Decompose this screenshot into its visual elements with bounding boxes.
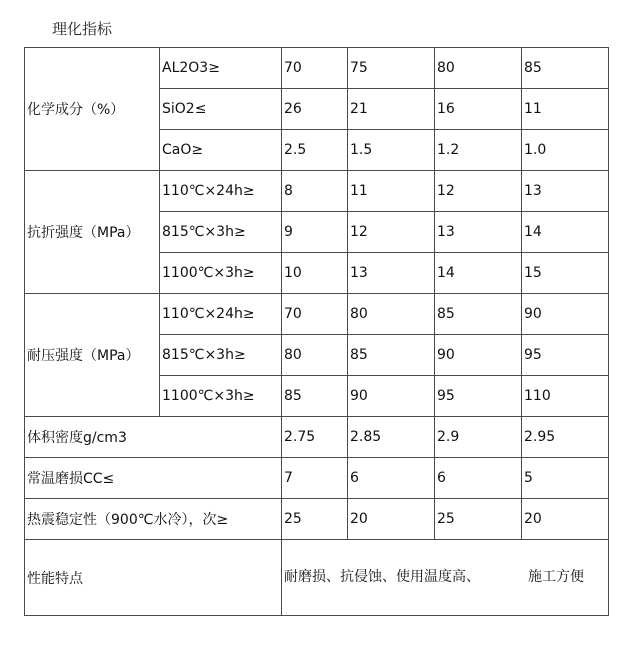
value-cell: 85 <box>435 294 522 335</box>
value-cell: 90 <box>522 294 609 335</box>
value-cell: 110 <box>522 376 609 417</box>
param-cell: 1100℃×3h≥ <box>160 376 282 417</box>
value-cell: 11 <box>348 171 435 212</box>
value-cell: 8 <box>282 171 348 212</box>
value-cell: 13 <box>435 212 522 253</box>
table-title: 理化指标 <box>52 20 113 38</box>
value-cell: 1.5 <box>348 130 435 171</box>
row-label-features: 性能特点 <box>25 540 282 616</box>
value-cell: 9 <box>282 212 348 253</box>
table-row <box>25 294 609 335</box>
value-cell: 2.85 <box>348 417 435 458</box>
value-cell: 14 <box>435 253 522 294</box>
table-row <box>25 540 609 616</box>
param-cell: SiO2≤ <box>160 89 282 130</box>
param-cell: 110℃×24h≥ <box>160 171 282 212</box>
value-cell: 75 <box>348 48 435 89</box>
value-cell: 25 <box>435 499 522 540</box>
value-cell: 80 <box>435 48 522 89</box>
value-cell: 12 <box>435 171 522 212</box>
value-cell: 90 <box>348 376 435 417</box>
spec-table <box>24 47 609 616</box>
table-row <box>25 48 609 89</box>
value-cell: 95 <box>435 376 522 417</box>
features-text <box>284 563 602 592</box>
features-text-part2: 施工方便 <box>528 569 584 585</box>
value-cell: 80 <box>348 294 435 335</box>
value-cell: 80 <box>282 335 348 376</box>
table-row <box>25 171 609 212</box>
value-cell: 2.75 <box>282 417 348 458</box>
param-cell: 110℃×24h≥ <box>160 294 282 335</box>
table-row <box>25 458 609 499</box>
value-cell: 2.95 <box>522 417 609 458</box>
row-label-wear: 常温磨损CC≤ <box>25 458 282 499</box>
value-cell: 1.2 <box>435 130 522 171</box>
value-cell: 85 <box>522 48 609 89</box>
value-cell: 2.9 <box>435 417 522 458</box>
value-cell: 12 <box>348 212 435 253</box>
features-cell <box>282 540 609 616</box>
table-row <box>25 499 609 540</box>
value-cell: 13 <box>522 171 609 212</box>
param-cell: AL2O3≥ <box>160 48 282 89</box>
value-cell: 20 <box>348 499 435 540</box>
value-cell: 26 <box>282 89 348 130</box>
value-cell: 70 <box>282 294 348 335</box>
table-row <box>25 417 609 458</box>
value-cell: 20 <box>522 499 609 540</box>
value-cell: 16 <box>435 89 522 130</box>
param-cell: 815℃×3h≥ <box>160 335 282 376</box>
value-cell: 85 <box>282 376 348 417</box>
features-text-part1: 耐磨损、抗侵蚀、使用温度高、 <box>284 569 480 585</box>
value-cell: 70 <box>282 48 348 89</box>
group-label-chemical: 化学成分（%） <box>25 48 160 171</box>
value-cell: 21 <box>348 89 435 130</box>
row-label-density: 体积密度g/cm3 <box>25 417 282 458</box>
value-cell: 10 <box>282 253 348 294</box>
value-cell: 13 <box>348 253 435 294</box>
value-cell: 90 <box>435 335 522 376</box>
value-cell: 6 <box>435 458 522 499</box>
value-cell: 85 <box>348 335 435 376</box>
group-label-flexural: 抗折强度（MPa） <box>25 171 160 294</box>
param-cell: 1100℃×3h≥ <box>160 253 282 294</box>
row-label-thermal-shock: 热震稳定性（900℃水冷），次≥ <box>25 499 282 540</box>
value-cell: 14 <box>522 212 609 253</box>
value-cell: 6 <box>348 458 435 499</box>
value-cell: 5 <box>522 458 609 499</box>
group-label-compressive: 耐压强度（MPa） <box>25 294 160 417</box>
value-cell: 15 <box>522 253 609 294</box>
param-cell: 815℃×3h≥ <box>160 212 282 253</box>
value-cell: 1.0 <box>522 130 609 171</box>
value-cell: 2.5 <box>282 130 348 171</box>
value-cell: 25 <box>282 499 348 540</box>
value-cell: 7 <box>282 458 348 499</box>
value-cell: 95 <box>522 335 609 376</box>
value-cell: 11 <box>522 89 609 130</box>
param-cell: CaO≥ <box>160 130 282 171</box>
